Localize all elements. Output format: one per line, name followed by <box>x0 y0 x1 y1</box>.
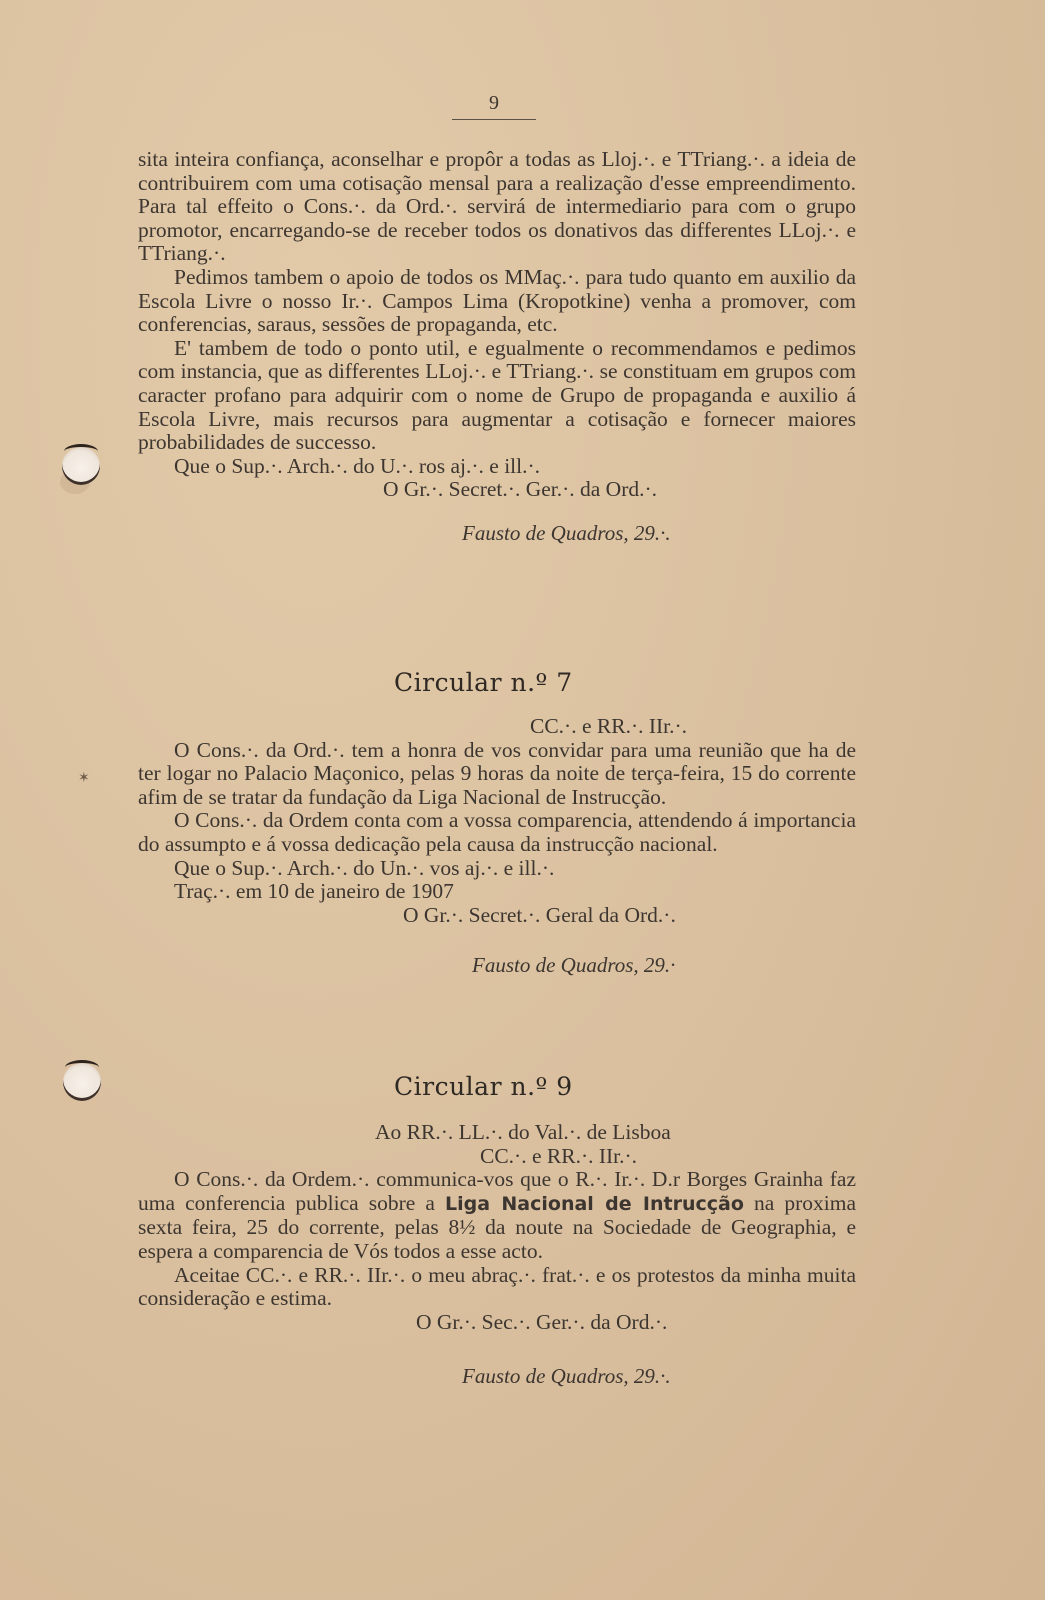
circular-9-paragraph-2: Aceitae CC.·. e RR.·. IIr.·. o meu abraç.·. frat.·. e os protestos da minha muita consideração e estima. <box>138 1262 856 1311</box>
paragraph-3: E' tambem de todo o ponto util, e egualmente o recommendamos e pedimos com instancia, que as differentes LLoj.·. e TTriang.·. se constituam em grupos com caracter profano para adquirir com o nome de Grupo de propaganda e auxilio á Escola Livre, mais recursos para augmentar a cotisação e fornecer maiores probabilidades de successo. <box>138 335 856 455</box>
circular-7-signature-name: Fausto de Quadros, 29.· <box>472 953 676 978</box>
circular-9-paragraph-1 <box>138 1168 856 1263</box>
circular-7-salutation: CC.·. e RR.·. IIr.·. <box>530 714 688 738</box>
signature-name: Fausto de Quadros, 29.·. <box>462 520 671 545</box>
circular-7-paragraph-2: O Cons.·. da Ordem conta com a vossa comparencia, attendendo á importancia do assumpto e á vossa dedicação pela causa da instrucção nacional. <box>138 808 856 856</box>
paragraph-text-before: O Cons.·. da Ordem.·. communica-vos que o R.·. Ir.·. D.r Borges Grainha faz uma conferencia publica sobre a <box>138 1167 856 1215</box>
section-continuation <box>138 148 856 545</box>
paragraph-2: Pedimos tambem o apoio de todos os MMaç.·. para tudo quanto em auxilio da Escola Livre o nosso Ir.·. Campos Lima (Kropotkine) venha a promover, com conferencias, saraus, sessões de propaganda, etc. <box>138 264 856 337</box>
circular-7-closing: Que o Sup.·. Arch.·. do Un.·. vos aj.·. e ill.·. <box>174 855 555 880</box>
paragraph-text-after: na proxima sexta feira, 25 do corrente, pelas 8½ da noute na Sociedade de Geographia, e espera a comparencia de Vós todos a esse acto. <box>138 1190 856 1263</box>
circular-7-date: Traç.·. em 10 de janeiro de 1907 <box>174 879 454 904</box>
circular-9-title: Circular n.º 9 <box>394 1072 573 1101</box>
circular-9-signature-name: Fausto de Quadros, 29.·. <box>462 1364 671 1389</box>
bold-league-name: Liga Nacional de Intrucção <box>445 1192 744 1215</box>
circular-7-signature-title: O Gr.·. Secret.·. Geral da Ord.·. <box>403 902 676 927</box>
circular-7-paragraph-1: O Cons.·. da Ord.·. tem a honra de vos convidar para uma reunião que ha de ter logar no Palacio Maçonico, pelas 9 horas da noite de terça-feira, 15 do corrente afim de se tratar da fundação da Liga Nacional de Instrucção. <box>138 737 856 809</box>
circular-9-salutation: CC.·. e RR.·. IIr.·. <box>480 1143 638 1168</box>
circular-9 <box>138 1072 856 1388</box>
binding-hole-top <box>62 447 100 485</box>
ink-smudge: ✶ <box>78 771 90 786</box>
binding-hole-bottom <box>63 1063 101 1101</box>
paragraph-1: sita inteira confiança, aconselhar e propôr a todas as Lloj.·. e TTriang.·. a ideia de contribuirem com uma cotisação mensal para a realização d'esse empreendimento. Para tal effeito o Cons.·. da Ord.·. servirá de intermediario para com o grupo promotor, encarregando-se de receber todos os donativos das differentes LLoj.·. e TTriang.·. <box>138 147 856 266</box>
circular-9-addressee: Ao RR.·. LL.·. do Val.·. de Lisboa <box>375 1120 671 1144</box>
circular-9-signature-title: O Gr.·. Sec.·. Ger.·. da Ord.·. <box>416 1309 668 1334</box>
page-number: 9 <box>452 92 536 120</box>
circular-7-title: Circular n.º 7 <box>394 668 573 697</box>
signature-title: O Gr.·. Secret.·. Ger.·. da Ord.·. <box>383 477 658 502</box>
closing-formula: Que o Sup.·. Arch.·. do U.·. ros aj.·. e ill.·. <box>174 453 541 478</box>
circular-7 <box>138 668 856 977</box>
